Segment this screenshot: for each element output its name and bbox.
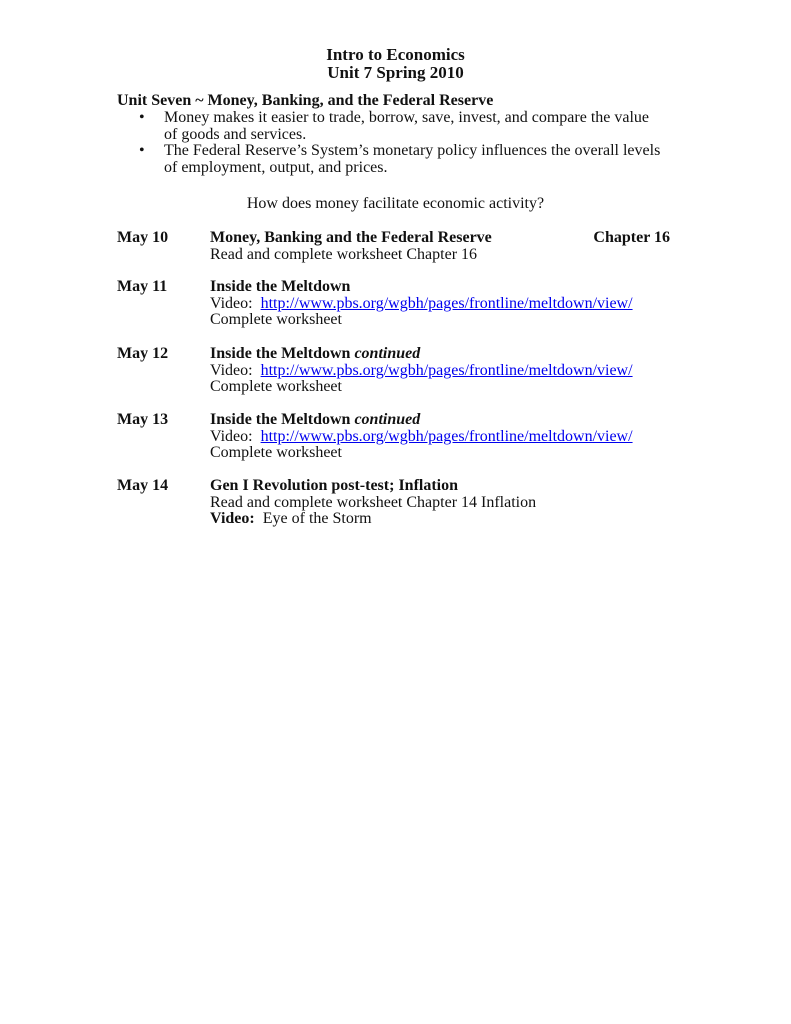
entry-title: Inside the Meltdown continued [210, 345, 421, 362]
entry-title: Money, Banking and the Federal Reserve [210, 229, 492, 246]
video-link[interactable]: http://www.pbs.org/wgbh/pages/frontline/meltdown/view/ [260, 361, 633, 379]
chapter-label: Chapter 16 [593, 229, 670, 246]
entry-title: Gen I Revolution post-test; Inflation [210, 477, 459, 494]
bullet-icon: • [139, 109, 145, 126]
video-link[interactable]: http://www.pbs.org/wgbh/pages/frontline/meltdown/view/ [260, 294, 633, 312]
entry-task: Complete worksheet [210, 444, 342, 462]
entry-may-10 [210, 230, 670, 263]
continued-label: continued [354, 411, 421, 428]
entry-may-13 [210, 412, 670, 462]
entry-task: Complete worksheet [210, 311, 342, 329]
entry-title: Inside the Meltdown continued [210, 411, 421, 428]
doc-title: Intro to Economics [326, 45, 465, 64]
entry-task: Complete worksheet [210, 378, 342, 396]
video-link[interactable]: http://www.pbs.org/wgbh/pages/frontline/meltdown/view/ [260, 427, 633, 445]
bullet-icon: • [139, 142, 145, 160]
video-label: Video: [210, 510, 255, 528]
entry-task: Read and complete worksheet Chapter 14 Inflation [210, 493, 537, 511]
doc-subtitle: Unit 7 Spring 2010 [327, 63, 464, 82]
entry-task: Read and complete worksheet Chapter 16 [210, 245, 478, 263]
video-title: Eye of the Storm [262, 510, 372, 528]
unit-bullets [117, 110, 664, 176]
essential-question: How does money facilitate economic activity? [246, 195, 545, 212]
unit-heading: Unit Seven ~ Money, Banking, and the Federal Reserve [117, 92, 494, 109]
continued-label: continued [354, 345, 421, 362]
entry-title: Inside the Meltdown [210, 278, 351, 295]
entry-may-14 [210, 478, 670, 528]
date-may-13: May 13 [117, 411, 169, 428]
date-may-12: May 12 [117, 345, 169, 362]
entry-may-12 [210, 346, 670, 396]
video-label: Video: [210, 294, 253, 312]
bullet-item: • The Federal Reserve’s System’s monetary policy influences the overall levels of employment, output, and prices. [139, 142, 661, 176]
video-label: Video: [210, 427, 253, 445]
date-may-11: May 11 [117, 278, 168, 295]
date-may-14: May 14 [117, 477, 169, 494]
entry-may-11 [210, 279, 670, 329]
video-label: Video: [210, 361, 253, 379]
date-may-10: May 10 [117, 229, 169, 246]
bullet-item: • Money makes it easier to trade, borrow, save, invest, and compare the value of goods and services. [139, 109, 650, 143]
